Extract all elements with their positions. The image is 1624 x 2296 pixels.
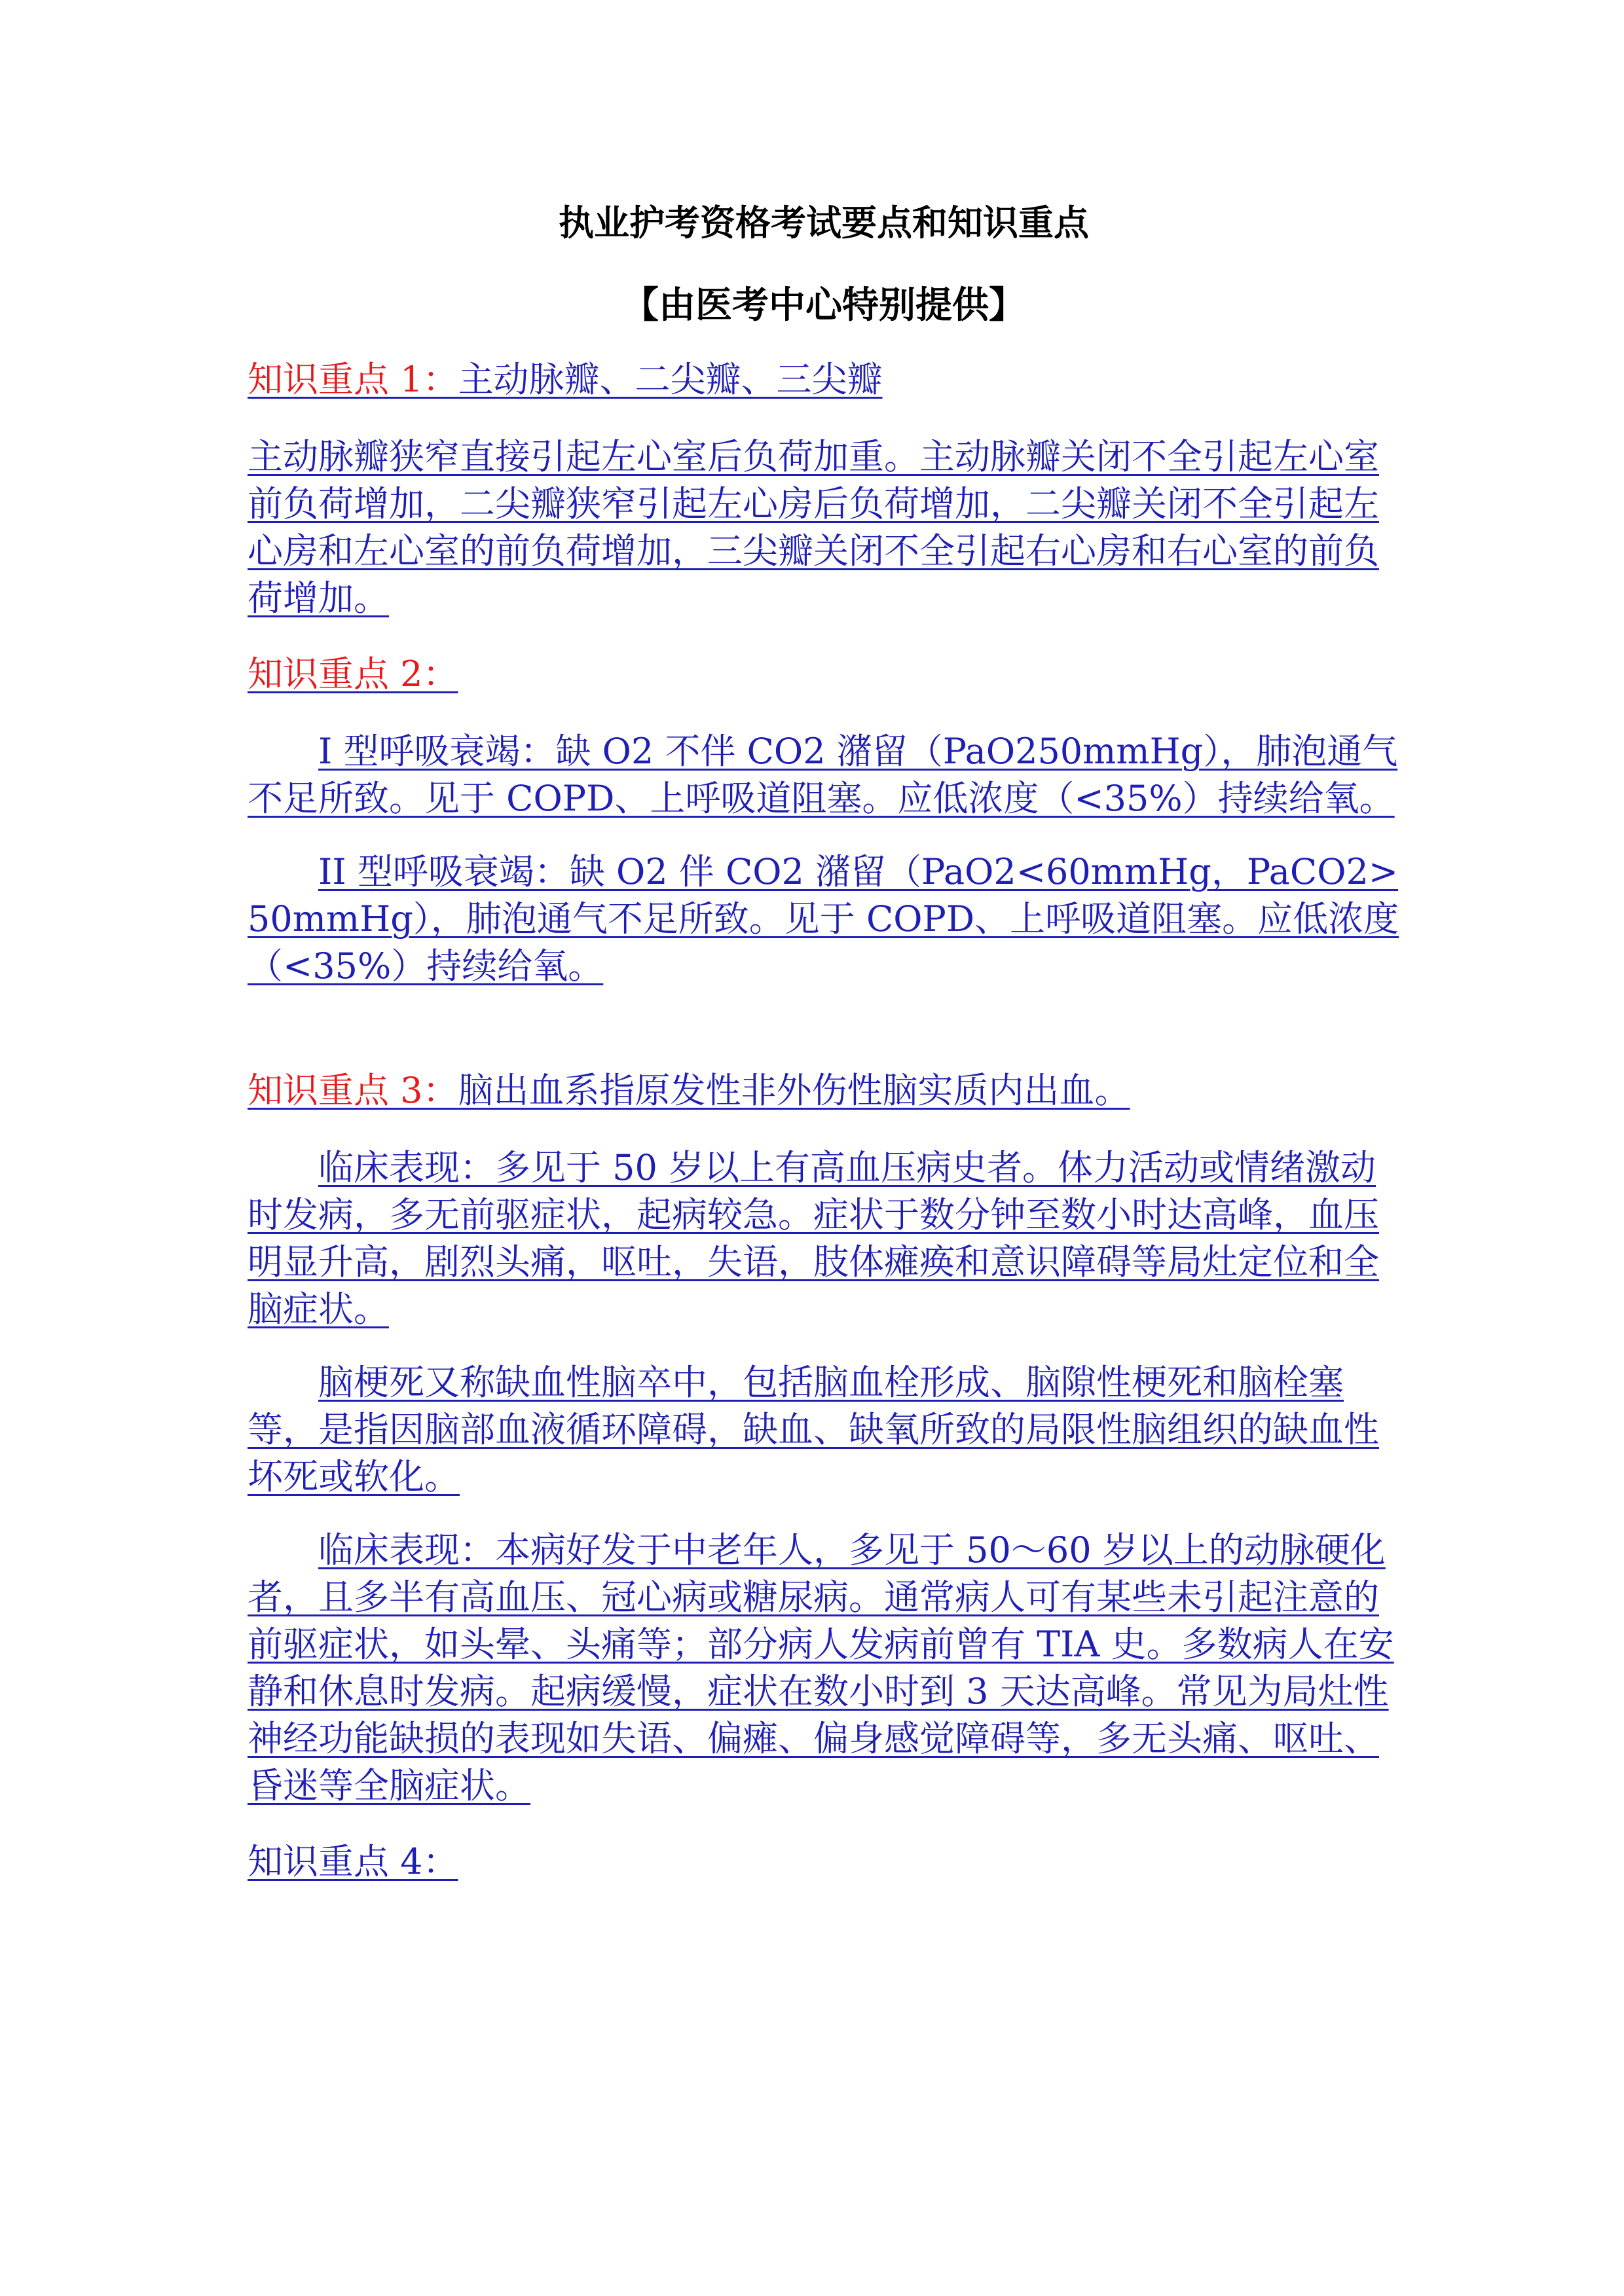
section-3-paragraph-1: 临床表现：多见于 50 岁以上有高血压病史者。体力活动或情绪激动时发病，多无前驱症状，起病较急。症状于数分钟至数小时达高峰，血压明显升高，剧烈头痛，呕吐，失语，肢体瘫痪和意识障碍等局灶定位和全脑症状。 xyxy=(248,1147,1379,1330)
section-2-paragraph-2: II 型呼吸衰竭：缺 O2 伴 CO2 潴留（PaO2<60mmHg，PaCO2>50mmHg），肺泡通气不足所致。见于 COPD、上呼吸道阻塞。应低浓度（<35%）持续给氧。 xyxy=(248,851,1399,987)
section-3-heading xyxy=(248,1067,1400,1114)
section-3-label: 知识重点 3： xyxy=(248,1070,458,1111)
section-1-heading-text: 主动脉瓣、二尖瓣、三尖瓣 xyxy=(458,359,883,400)
section-3-heading-text: 脑出血系指原发性非外伤性脑实质内出血。 xyxy=(458,1070,1130,1111)
section-1-paragraph-1: 主动脉瓣狭窄直接引起左心室后负荷加重。主动脉瓣关闭不全引起左心室前负荷增加，二尖瓣狭窄引起左心房后负荷增加，二尖瓣关闭不全引起左心房和左心室的前负荷增加，三尖瓣关闭不全引起右心房和右心室的前负荷增加。 xyxy=(248,436,1379,619)
section-3-paragraph-2: 脑梗死又称缺血性脑卒中，包括脑血栓形成、脑隙性梗死和脑栓塞等，是指因脑部血液循环障碍，缺血、缺氧所致的局限性脑组织的缺血性坏死或软化。 xyxy=(248,1362,1379,1497)
section-2-label: 知识重点 2： xyxy=(248,653,458,695)
section-4-heading xyxy=(248,1838,1400,1886)
section-3-paragraph-3: 临床表现：本病好发于中老年人，多见于 50～60 岁以上的动脉硬化者，且多半有高血压、冠心病或糖尿病。通常病人可有某些未引起注意的前驱症状，如头晕、头痛等；部分病人发病前曾有 TIA 史。多数病人在安静和休息时发病。起病缓慢，症状在数小时到 3 天达高峰。常见为局灶性神经功能缺损的表现如失语、偏瘫、偏身感觉障碍等，多无头痛、呕吐、昏迷等全脑症状。 xyxy=(248,1529,1394,1806)
document-title: 执业护考资格考试要点和知识重点 xyxy=(559,202,1089,244)
section-1-heading xyxy=(248,356,1400,403)
document-subtitle: 【由医考中心特别提供】 xyxy=(622,283,1025,327)
section-2-paragraph-1: I 型呼吸衰竭：缺 O2 不伴 CO2 潴留（PaO250mmHg），肺泡通气不足所致。见于 COPD、上呼吸道阻塞。应低浓度（<35%）持续给氧。 xyxy=(248,731,1398,819)
section-1-label: 知识重点 1： xyxy=(248,359,458,400)
section-4-label: 知识重点 4： xyxy=(248,1841,458,1882)
section-2-heading xyxy=(248,651,1400,698)
document-content xyxy=(248,196,1400,1886)
